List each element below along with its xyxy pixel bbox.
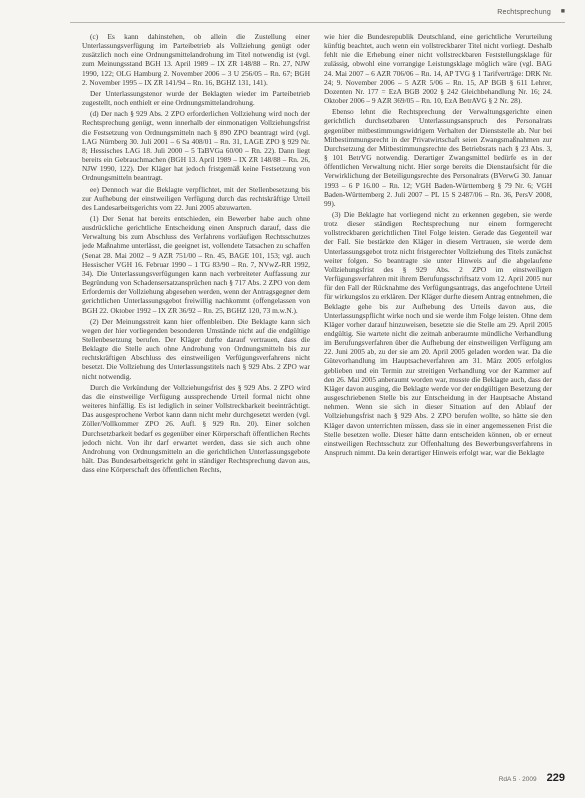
section-marker: ■ bbox=[560, 8, 565, 15]
paragraph: Durch die Verkündung der Vollziehungsfrist des § 929 Abs. 2 ZPO wird das die einstweilige Verfügung aussprechende Urteil formal nicht ohne weiteres hinfällig. Es ist lediglich in seiner Vollstreckbarkeit beeinträchtigt. Das ausgesprochene Verbot kann dann nicht mehr durchgesetzt werden (vgl. Zöller/Vollkommer ZPO 26. Aufl. § 929 Rn. 20). Einer solchen Durchsetzbarkeit bedarf es gegenüber einer Körperschaft öffentlichen Rechts jedoch nicht. Von ihr darf erwartet werden, dass sie sich auch ohne Androhung von Ordnungsmitteln an die gerichtlichen Unterlassungsgebote hält. Das Bundesarbeitsgericht geht in ständiger Rechtsprechung davon aus, dass eine Körperschaft des öffentlichen Rechts, bbox=[82, 382, 310, 475]
issue-label: RdA 5 · 2009 bbox=[498, 776, 537, 783]
paragraph: Der Unterlassungstenor wurde der Beklagten wieder im Parteibetrieb zugestellt, noch enthielt er eine Ordnungsmittelandrohung. bbox=[82, 88, 310, 108]
paragraph: ee) Dennoch war die Beklagte verpflichtet, mit der Stellenbesetzung bis zur Aufhebung der einstweiligen Verfügung durch das rechtskräftige Urteil des Landesarbeitsgerichts vom 22. Juni 2005 abzuwarten. bbox=[82, 184, 310, 212]
page-footer bbox=[499, 772, 565, 784]
paragraph: wie hier die Bundesrepublik Deutschland, eine gerichtliche Verurteilung künftig beachtet, auch wenn ein vollstreckbarer Titel nicht vorliegt. Deshalb fehlt nie die Erhebung einer nicht vollstreckbaren Feststellungsklage für zulässig, obwohl eine vorrangige Leistungsklage möglich wäre (vgl. BAG 24. Mai 2007 – 6 AZR 706/06 – Rn. 14, AP TVG § 1 Tarifverträge: DRK Nr. 24; 9. November 2006 – 5 AZR 5/06 – Rn. 15, AP BGB § 611 Lehrer, Dozenten Nr. 177 = EzA BGB 2002 § 242 Gleichbehandlung Nr. 16; 24. Oktober 2006 – 9 AZR 369/05 – Rn. 10, EzA BetrAVG § 2 Nr. 28). bbox=[324, 32, 552, 106]
paragraph: (3) Die Beklagte hat vorliegend nicht zu erkennen gegeben, sie werde trotz dieser ständigen Rechtsprechung nur einem formgerecht vollstreckbaren gerichtlichen Titel Folge leisten. Gerade das Gegenteil war der Fall. Sie bestärkte den Kläger in diesem Vertrauen, sie werde dem Unterlassungsgebot trotz nicht fristgerechter Vollziehung des Titels zunächst weiter folgen. So beantragte sie unter Hinweis auf die abgelaufene Vollziehungsfrist des § 929 Abs. 2 ZPO im einstweiligen Verfügungsverfahren mit ihrem Berufungsschriftsatz vom 12. April 2005 nur für den Fall der Rücknahme des Verfügungsantrags, das angefochtene Urteil für wirkungslos zu erklären. Der Kläger durfte diesem Antrag entnehmen, die Beklagte gehe bis zur Aufhebung des Urteils davon aus, die Unterlassungspflicht wirke noch und sie werde ihm Folge leisten. Ohne dem Kläger vorher darauf hinzuweisen, besetzte sie die Stelle am 29. April 2005 endgültig. Sie wartete nicht die zeitnah anberaumte mündliche Verhandlung im Berufungsverfahren über die Aufhebung der einstweiligen Verfügung am 22. Juni 2005 ab, zu der sie am 20. April 2005 geladen worden war. Da die Gütevorhandlung im Hauptsacheverfahren am 31. März 2005 erfolglos geblieben und ein Termin zur streitigen Verhandlung vor der Kammer auf den 26. Mai 2005 anberaumt worden war, musste die Beklagte auch, dass der Kläger davon ausging, die Beklagte werde vor der endgültigen Besetzung der ausgeschriebenen Stelle bis zur Entscheidung in der Hauptsache Abstand nehmen. Wenn sie sich in dieser Situation auf den Ablauf der Vollziehungsfrist nach § 929 Abs. 2 ZPO berufen wollte, so hätte sie den Kläger davon unterrichten müssen, dass sie in einer angemessenen Frist die Stelle besetzen wolle. Dieser hätte dann entscheiden können, ob er erneut einstweiligen Rechtsschutz zur Offenhaltung des Bewerbungsverfahrens in Anspruch nimmt. Da kein derartiger Hinweis erfolgt war, war die Beklagte bbox=[324, 209, 552, 458]
left-column bbox=[82, 32, 310, 764]
text-columns bbox=[82, 32, 552, 764]
right-column bbox=[324, 32, 552, 764]
paragraph: (c) Es kann dahinstehen, ob allein die Zustellung einer Unterlassungsverfügung im Parteibetrieb als Vollziehung genügt oder zusätzlich noch eine Ordnungsmittelandrohung im Titel notwendig ist (vgl. zum Meinungsstand BGH 13. April 1989 – IX ZR 148/88 – Rn. 27, NJW 1990, 122; OLG Hamburg 2. November 2006 – 3 U 256/05 – Rn. 67; BGH 2. November 1995 – IX ZR 141/94 – Rn. 16, BGHZ 131, 141). bbox=[82, 32, 310, 87]
page-number: 229 bbox=[546, 772, 565, 784]
paragraph: Ebenso lehnt die Rechtsprechung der Verwaltungsgerichte einen gerichtlich durchsetzbaren Unterlassungsanspruch des Personalrats gegenüber mitbestimmungswidrigem Verhalten der Dienststelle ab. Nur bei Mitbestimmungsrecht in der Privatwirtschaft seien Zwangsmaßnahmen zur Durchsetzung der Mitbestimmungsrechte des Betriebsrats nach § 23 Abs. 3, § 101 BetrVG notwendig. Derartiger Zwangsmittel bedürfe es in der öffentlichen Verwaltung nicht. Hier sorge bereits die Dienstaufsicht für die Verwirklichung der Beteiligungsrechte des Personalrats (BVerwG 30. Januar 1993 – 6 P 16.00 – Rn. 12; VGH Baden-Württemberg § 79 Nr. 6; VGH Baden-Württemberg 2. Juli 2007 – PL 15 S 2487/06 – Rn. 36, PersV 2008, 99). bbox=[324, 107, 552, 208]
paragraph: (1) Der Senat hat bereits entschieden, ein Bewerber habe auch ohne ausdrückliche gerichtliche Entscheidung einen Anspruch darauf, dass die Verwaltung bis zum Abschluss des Verfahrens vorläufigen Rechtsschutzes jede Maßnahme unterlässt, die geeignet ist, vollendete Tatsachen zu schaffen (Senat 28. Mai 2002 – 9 AZR 751/00 – Rn. 45, BAGE 101, 153; vgl. auch Hessischer VGH 16. Februar 1990 – 1 TG 83/90 – Rn. 7, NVwZ-RR 1992, 34). Die Unterlassungsverfügungen kann nach verbreiteter Auffassung zur Begründung von Schadensersatzansprüchen nach § 717 Abs. 2 ZPO von dem Erfordernis der Vollziehung abgesehen werden, wenn der Antragsgegner dem gerichtlichen Unterlassungsgebot freiwillig nachkommt (offengelassen von BGH 22. Oktober 1992 – IX ZR 36/92 – Rn. 25, BGHZ 120, 73 m.w.N.). bbox=[82, 213, 310, 315]
paragraph: (d) Der nach § 929 Abs. 2 ZPO erforderlichen Vollziehung wird noch der Rechtsprechung genügt, wenn innerhalb der einmonatigen Vollziehungsfrist die Festsetzung von Ordnungsmitteln nach § 890 ZPO beantragt wird (vgl. LAG Nürnberg 30. Juli 2001 – 6 Sa 408/01 – Rn. 31, LAGE ZPO § 929 Nr. 8; Hessisches LAG 18. Juli 2000 – 5 TaBVGa 60/00 – Rn. 22). Dann liegt bereits ein Gebrauchmachen (BGH 13. April 1989 – IX ZR 148/88 – Rn. 26, NJW 1990, 122). Der Kläger hat jedoch fristgemäß keine Festsetzung von Ordnungsmitteln beantragt. bbox=[82, 109, 310, 183]
running-head: Rechtsprechung bbox=[497, 9, 551, 16]
paragraph: (2) Der Meinungsstreit kann hier offenbleiben. Die Beklagte kann sich wegen der hier vorliegenden besonderen Umstände nicht auf die endgültige Stellenbesetzung berufen. Der Kläger durfte darauf vertrauen, dass die Beklagte die Stelle auch ohne Androhung von Ordnungsmitteln bis zur rechtskräftigen Abschluss des einstweiligen Verfügungsverfahrens nicht besetzt. Die Vollziehung des Unterlassungstitels nach § 929 Abs. 2 ZPO war nicht notwendig. bbox=[82, 316, 310, 381]
header-rule bbox=[70, 8, 565, 23]
